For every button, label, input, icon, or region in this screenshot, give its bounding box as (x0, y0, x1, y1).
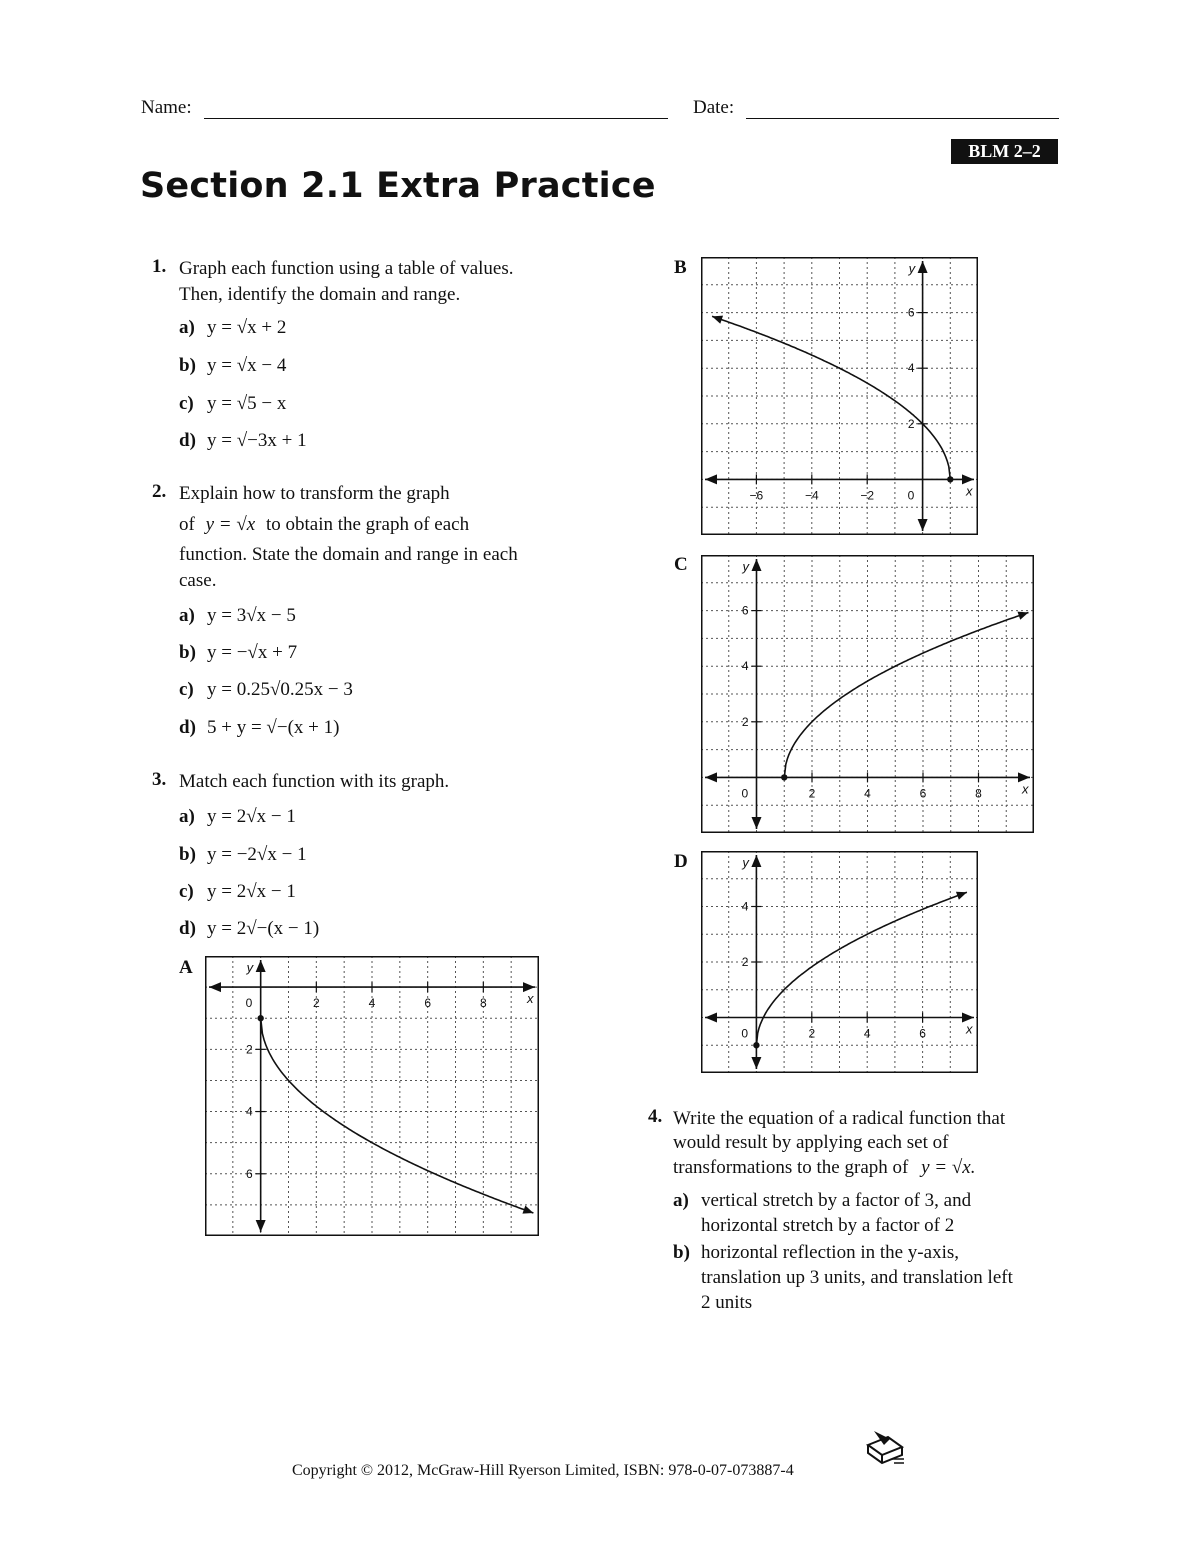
graph-letter-c: C (674, 554, 688, 575)
question-text-line: Write the equation of a radical function that (673, 1108, 1006, 1129)
x-tick-label: 6 (919, 1026, 926, 1041)
equation: y = 3√x − 5 (207, 605, 296, 626)
equation: y = √x − 4 (207, 355, 287, 376)
part-a (179, 806, 296, 828)
part-c (179, 881, 296, 903)
origin-label: 0 (741, 1026, 749, 1041)
y-tick-label: 2 (741, 714, 749, 729)
part-a (179, 605, 296, 627)
part-label: a) (179, 806, 195, 827)
question-text-line: Then, identify the domain and range. (179, 284, 461, 305)
y-axis-arrow-down (751, 1057, 761, 1069)
y-tick-label: 2 (907, 416, 915, 431)
x-tick-label: 2 (312, 996, 320, 1011)
x-tick-label: 6 (424, 996, 432, 1011)
curve-endpoint (257, 1015, 263, 1021)
part-label: c) (179, 393, 194, 414)
x-tick-label: 4 (864, 786, 871, 801)
question-number: 3. (152, 769, 167, 790)
y-tick-label: 6 (741, 603, 749, 618)
name-line[interactable] (204, 118, 668, 119)
y-tick-label: 6 (907, 305, 915, 320)
y-axis-label: y (742, 855, 749, 870)
inline-equation: y = √x. (921, 1157, 976, 1178)
equation: y = 2√x − 1 (207, 806, 296, 827)
part-label: a) (673, 1190, 689, 1211)
part-label: d) (179, 430, 196, 451)
question-text-line (673, 1155, 975, 1180)
part-label: c) (179, 881, 194, 902)
x-tick-label: −6 (749, 488, 764, 503)
equation: y = √x + 2 (207, 317, 287, 338)
graph-c (701, 555, 1034, 833)
part-b-line: translation up 3 units, and translation left (701, 1267, 1013, 1288)
curve-arrowhead (712, 316, 723, 324)
y-tick-label: 4 (907, 361, 915, 376)
text-fragment: of (179, 514, 195, 535)
y-tick-label: 4 (741, 659, 749, 674)
inline-equation: y = √x (205, 514, 256, 535)
x-axis-arrow-left (209, 982, 221, 992)
x-axis-label: x (1022, 781, 1029, 797)
question-number: 4. (648, 1106, 663, 1127)
x-tick-label: 6 (919, 786, 927, 801)
curve-arrowhead (522, 1206, 533, 1214)
x-axis-label: x (966, 1021, 973, 1037)
text-fragment: to obtain the graph of each (265, 514, 470, 535)
copyright: Copyright © 2012, McGraw-Hill Ryerson Limited, ISBN: 978-0-07-073887-4 (292, 1462, 794, 1479)
origin-label: 0 (907, 488, 915, 503)
part-label: d) (179, 717, 196, 738)
question-text-line: case. (179, 570, 217, 591)
part-d (179, 918, 319, 940)
y-tick-label: 6 (245, 1166, 253, 1181)
x-axis-arrow-left (705, 772, 717, 782)
question-number: 1. (152, 256, 167, 277)
part-b (179, 844, 307, 866)
curve-arrowhead (956, 892, 967, 900)
x-tick-label: 8 (975, 786, 982, 801)
question-text-line: function. State the domain and range in each (179, 544, 518, 565)
part-label: a) (179, 317, 195, 338)
graph-letter-b: B (674, 257, 687, 278)
part-d (179, 717, 339, 739)
part-label: b) (179, 642, 196, 663)
curve-endpoint (753, 1042, 759, 1048)
part-c (179, 393, 286, 415)
equation: y = 2√x − 1 (207, 881, 296, 902)
part-a (179, 317, 286, 339)
part-b-line: horizontal reflection in the y-axis, (701, 1242, 959, 1263)
y-tick-label: 4 (245, 1104, 253, 1119)
equation: 5 + y = √−(x + 1) (207, 717, 340, 738)
part-label: b) (179, 355, 196, 376)
x-axis-arrow-left (705, 474, 717, 484)
x-tick-label: 4 (368, 996, 376, 1011)
equation: y = √−3x + 1 (207, 430, 307, 451)
page-title: Section 2.1 Extra Practice (140, 166, 656, 206)
y-axis-arrow-down (752, 817, 762, 829)
graph-b (701, 257, 978, 535)
date-label: Date: (693, 97, 735, 118)
curve-arrowhead (1017, 612, 1028, 620)
y-tick-label: 4 (741, 899, 749, 914)
equation: y = √5 − x (207, 393, 287, 414)
y-axis-arrow-up (256, 960, 266, 972)
part-a (673, 1188, 701, 1213)
y-tick-label: 2 (741, 955, 749, 969)
question-text-line (179, 512, 469, 537)
blm-badge: BLM 2–2 (951, 139, 1058, 164)
equation: y = −√x + 7 (207, 642, 298, 663)
question-text-line: Match each function with its graph. (179, 771, 450, 792)
part-a-line: horizontal stretch by a factor of 2 (701, 1215, 955, 1236)
x-tick-label: 4 (863, 1026, 871, 1041)
part-label: d) (179, 918, 196, 939)
part-label: b) (673, 1242, 690, 1263)
part-b (673, 1240, 701, 1265)
question-text-line: Explain how to transform the graph (179, 483, 450, 504)
x-tick-label: 8 (479, 996, 487, 1011)
function-curve (261, 1018, 534, 1213)
curve-endpoint (947, 476, 953, 482)
x-tick-label: −2 (860, 488, 875, 503)
name-label: Name: (141, 97, 192, 118)
part-label: b) (179, 844, 196, 865)
question-number: 2. (152, 481, 167, 502)
x-axis-label: x (966, 483, 973, 499)
graph-letter-a: A (179, 957, 193, 978)
part-a-line: vertical stretch by a factor of 3, and (701, 1190, 972, 1211)
part-b (179, 642, 297, 664)
y-axis-arrow-up (918, 261, 928, 273)
origin-label: 0 (245, 996, 253, 1011)
equation: y = 2√−(x − 1) (207, 918, 320, 939)
part-label: c) (179, 679, 194, 700)
y-axis-label: y (742, 559, 749, 574)
y-axis-arrow-up (751, 855, 761, 867)
date-line[interactable] (746, 118, 1059, 119)
part-c (179, 679, 353, 701)
part-b-line: 2 units (701, 1292, 753, 1313)
equation: y = −2√x − 1 (207, 844, 307, 865)
y-axis-label: y (908, 261, 916, 276)
y-axis-label: y (246, 960, 254, 975)
part-b (179, 355, 286, 377)
question-text-line: Graph each function using a table of values. (179, 258, 514, 279)
x-axis-arrow-left (705, 1013, 717, 1023)
graph-d (701, 851, 978, 1073)
y-axis-arrow-down (918, 519, 928, 531)
function-curve (784, 613, 1028, 778)
equation: y = 0.25√0.25x − 3 (207, 679, 353, 700)
graph-letter-d: D (674, 851, 688, 872)
y-tick-label: 2 (245, 1042, 253, 1057)
function-curve (756, 892, 967, 1045)
y-axis-arrow-down (256, 1220, 266, 1232)
x-tick-label: 2 (808, 1026, 816, 1041)
question-text-line: would result by applying each set of (673, 1132, 949, 1153)
x-axis-label: x (527, 991, 534, 1007)
x-tick-label: 2 (808, 786, 816, 801)
y-axis-arrow-up (752, 559, 762, 571)
text-fragment: transformations to the graph of (673, 1157, 909, 1178)
graph-a (205, 956, 539, 1236)
part-d (179, 430, 307, 452)
part-label: a) (179, 605, 195, 626)
book-logo-icon (858, 1423, 910, 1475)
origin-label: 0 (741, 786, 749, 801)
x-tick-label: −4 (804, 488, 819, 503)
curve-endpoint (781, 774, 787, 780)
